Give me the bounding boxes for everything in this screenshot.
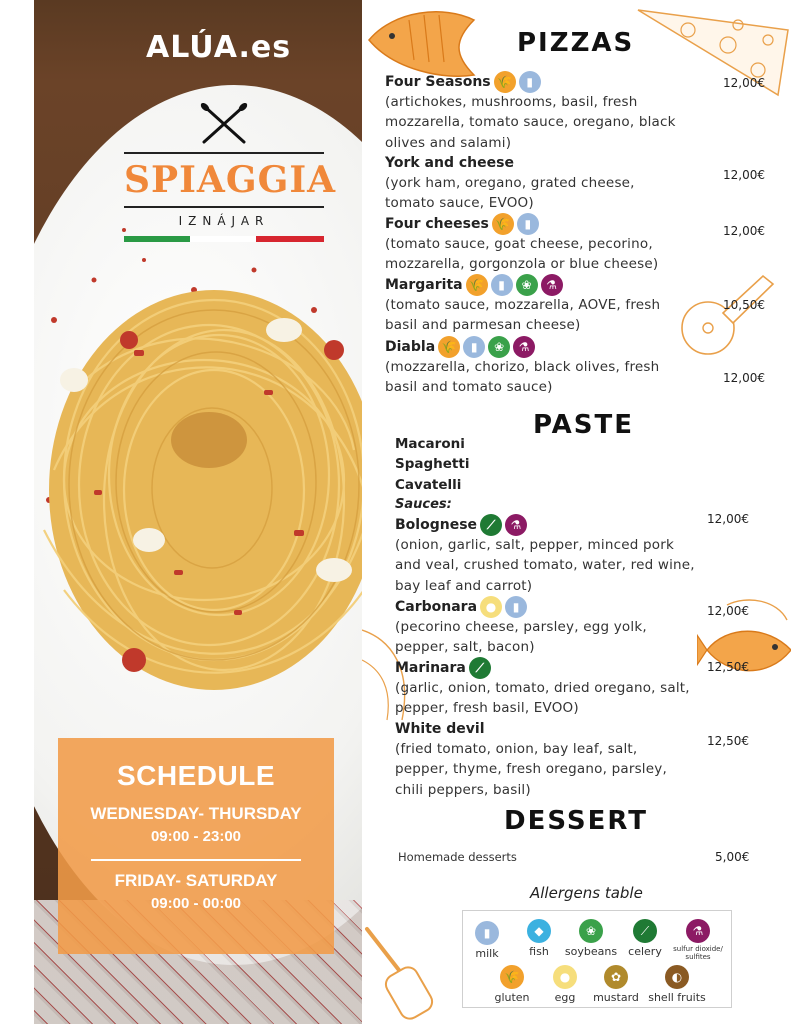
- sauces-label: Sauces:: [395, 497, 452, 512]
- celery-icon: ⟋: [633, 919, 657, 943]
- allergens-table: [462, 910, 732, 1008]
- milk-icon: ▮: [505, 596, 527, 618]
- dessert-item-price: 5,00€: [715, 850, 750, 864]
- pasta-types-list: [395, 434, 695, 495]
- pasta-type: Macaroni: [395, 436, 465, 452]
- alua-logo-text: ALÚA.es: [146, 30, 292, 65]
- item-name: White devil: [395, 720, 485, 737]
- allergen-egg: [547, 965, 583, 1004]
- gluten-icon: 🌾: [494, 71, 516, 93]
- item-name-row: [385, 214, 685, 234]
- allergen-label: celery: [628, 945, 662, 958]
- section-title-pizzas: PIZZAS: [517, 28, 635, 58]
- milk-icon: ▮: [519, 71, 541, 93]
- mustard-icon: ✿: [604, 965, 628, 989]
- schedule-days: FRIDAY- SATURDAY: [114, 871, 278, 890]
- item-description: (york ham, oregano, grated cheese, tomato sauce, EVOO): [385, 175, 635, 212]
- item-name: York and cheese: [385, 154, 514, 171]
- spatula-sketch-icon: [362, 924, 434, 1024]
- restaurant-town: IZNÁJAR: [178, 214, 270, 228]
- soybeans-icon: ❀: [516, 274, 538, 296]
- allergen-label: egg: [554, 991, 576, 1004]
- menu-item: [395, 515, 695, 596]
- schedule-box: [58, 738, 334, 954]
- item-price: 12,50€: [707, 734, 749, 748]
- menu-item: [385, 153, 685, 214]
- menu-panel: [362, 0, 791, 1024]
- item-name: Margarita: [385, 276, 463, 293]
- celery-icon: ⟋: [480, 514, 502, 536]
- item-name: Marinara: [395, 659, 466, 676]
- milk-icon: ▮: [491, 274, 513, 296]
- allergen-shell-fruits: [645, 965, 709, 1004]
- allergen-gluten: [489, 965, 535, 1004]
- allergen-milk: [467, 921, 507, 960]
- item-name: Four Seasons: [385, 73, 491, 90]
- item-name-row: [395, 658, 695, 678]
- item-name: Diabla: [385, 338, 436, 355]
- soybeans-icon: ❀: [579, 919, 603, 943]
- restaurant-logo: [124, 100, 337, 242]
- item-price: 12,00€: [707, 512, 749, 526]
- allergen-sulfites: [669, 919, 727, 961]
- allergen-celery: [623, 919, 667, 958]
- item-price: 12,50€: [707, 660, 749, 674]
- section-title-dessert: DESSERT: [504, 806, 648, 836]
- menu-item: [385, 214, 685, 275]
- allergen-label: mustard: [593, 991, 639, 1004]
- item-name-row: [385, 72, 685, 92]
- logo-rule-bottom: [124, 206, 324, 208]
- allergen-fish: [519, 919, 559, 958]
- item-name-row: [395, 719, 695, 739]
- egg-icon: ●: [553, 965, 577, 989]
- milk-icon: ▮: [475, 921, 499, 945]
- item-name-row: [385, 337, 685, 357]
- item-price: 12,00€: [707, 604, 749, 618]
- item-name: Carbonara: [395, 598, 478, 615]
- section-title-paste: PASTE: [533, 410, 635, 440]
- item-name-row: [385, 153, 685, 173]
- schedule-hours: 09:00 - 23:00: [150, 828, 242, 845]
- allergen-label: shell fruits: [648, 991, 706, 1004]
- fish-icon: ◆: [527, 919, 551, 943]
- sulfites-icon: ⚗: [541, 274, 563, 296]
- menu-item: [395, 719, 695, 800]
- menu-item: [385, 337, 685, 398]
- logo-rule-top: [124, 152, 324, 154]
- item-description: (pecorino cheese, parsley, egg yolk, pepper, salt, bacon): [395, 619, 647, 656]
- item-description: (mozzarella, chorizo, black olives, fresh basil and tomato sauce): [385, 359, 660, 396]
- item-price: 12,00€: [723, 371, 765, 385]
- soybeans-icon: ❀: [488, 336, 510, 358]
- allergen-label: milk: [475, 947, 499, 960]
- item-description: (fried tomato, onion, bay leaf, salt, pepper, thyme, fresh oregano, parsley, chili peppers, basil): [395, 741, 667, 798]
- menu-item: [395, 658, 695, 719]
- menu-item: [385, 275, 685, 336]
- schedule-hours: 09:00 - 00:00: [150, 895, 242, 912]
- pasta-type: Spaghetti: [395, 456, 470, 473]
- gluten-icon: 🌾: [500, 965, 524, 989]
- sulfites-icon: ⚗: [513, 336, 535, 358]
- item-price: 12,00€: [723, 76, 765, 90]
- restaurant-name: SPIAGGIA: [124, 159, 337, 201]
- item-name: Four cheeses: [385, 215, 489, 232]
- alua-logo: [146, 30, 291, 65]
- dessert-item-name: Homemade desserts: [398, 850, 517, 864]
- egg-icon: ●: [480, 596, 502, 618]
- gluten-icon: 🌾: [466, 274, 488, 296]
- pizza-cutter-sketch-icon: [678, 268, 778, 368]
- item-price: 12,00€: [723, 224, 765, 238]
- gluten-icon: 🌾: [492, 213, 514, 235]
- item-name-row: [385, 275, 685, 295]
- item-price: 10,50€: [723, 298, 765, 312]
- schedule-days: WEDNESDAY- THURSDAY: [90, 804, 302, 823]
- allergen-label: soybeans: [564, 945, 618, 958]
- celery-icon: ⟋: [469, 657, 491, 679]
- item-price: 12,00€: [723, 168, 765, 182]
- item-name: Bolognese: [395, 516, 478, 533]
- schedule-divider: [91, 859, 301, 861]
- allergen-label: gluten: [494, 991, 530, 1004]
- allergen-mustard: [589, 965, 643, 1004]
- menu-item: [385, 72, 685, 153]
- spaghetti-image: [34, 270, 362, 730]
- item-description: (tomato sauce, mozzarella, AOVE, fresh basil and parmesan cheese): [385, 297, 661, 334]
- item-description: (onion, garlic, salt, pepper, minced pork and veal, crushed tomato, water, red wine, bay leaf and carrot): [395, 537, 695, 594]
- pasta-type: Cavatelli: [395, 476, 462, 493]
- milk-icon: ▮: [517, 213, 539, 235]
- fish-sketch-icon: [364, 0, 480, 80]
- sulfites-icon: ⚗: [505, 514, 527, 536]
- sulfites-icon: ⚗: [686, 919, 710, 943]
- schedule-title: SCHEDULE: [116, 760, 275, 791]
- allergens-table-title: Allergens table: [530, 884, 643, 902]
- shell-fruits-icon: ◐: [665, 965, 689, 989]
- item-description: (tomato sauce, goat cheese, pecorino, mozzarella, gorgonzola or blue cheese): [385, 236, 659, 273]
- item-name-row: [395, 515, 695, 535]
- item-description: (garlic, onion, tomato, dried oregano, salt, pepper, fresh basil, EVOO): [395, 680, 690, 717]
- milk-icon: ▮: [463, 336, 485, 358]
- italian-flag-stripe: [124, 236, 324, 242]
- allergen-soybeans: [561, 919, 621, 958]
- item-name-row: [395, 597, 695, 617]
- crossed-oars-icon: [198, 100, 250, 146]
- gluten-icon: 🌾: [438, 336, 460, 358]
- allergen-label: sulfur dioxide/ sulfites: [673, 945, 723, 961]
- menu-item: [395, 597, 695, 658]
- item-description: (artichokes, mushrooms, basil, fresh mozzarella, tomato sauce, oregano, black olives and salami): [385, 94, 676, 151]
- food-photo-panel: [34, 0, 362, 1024]
- allergen-label: fish: [529, 945, 549, 958]
